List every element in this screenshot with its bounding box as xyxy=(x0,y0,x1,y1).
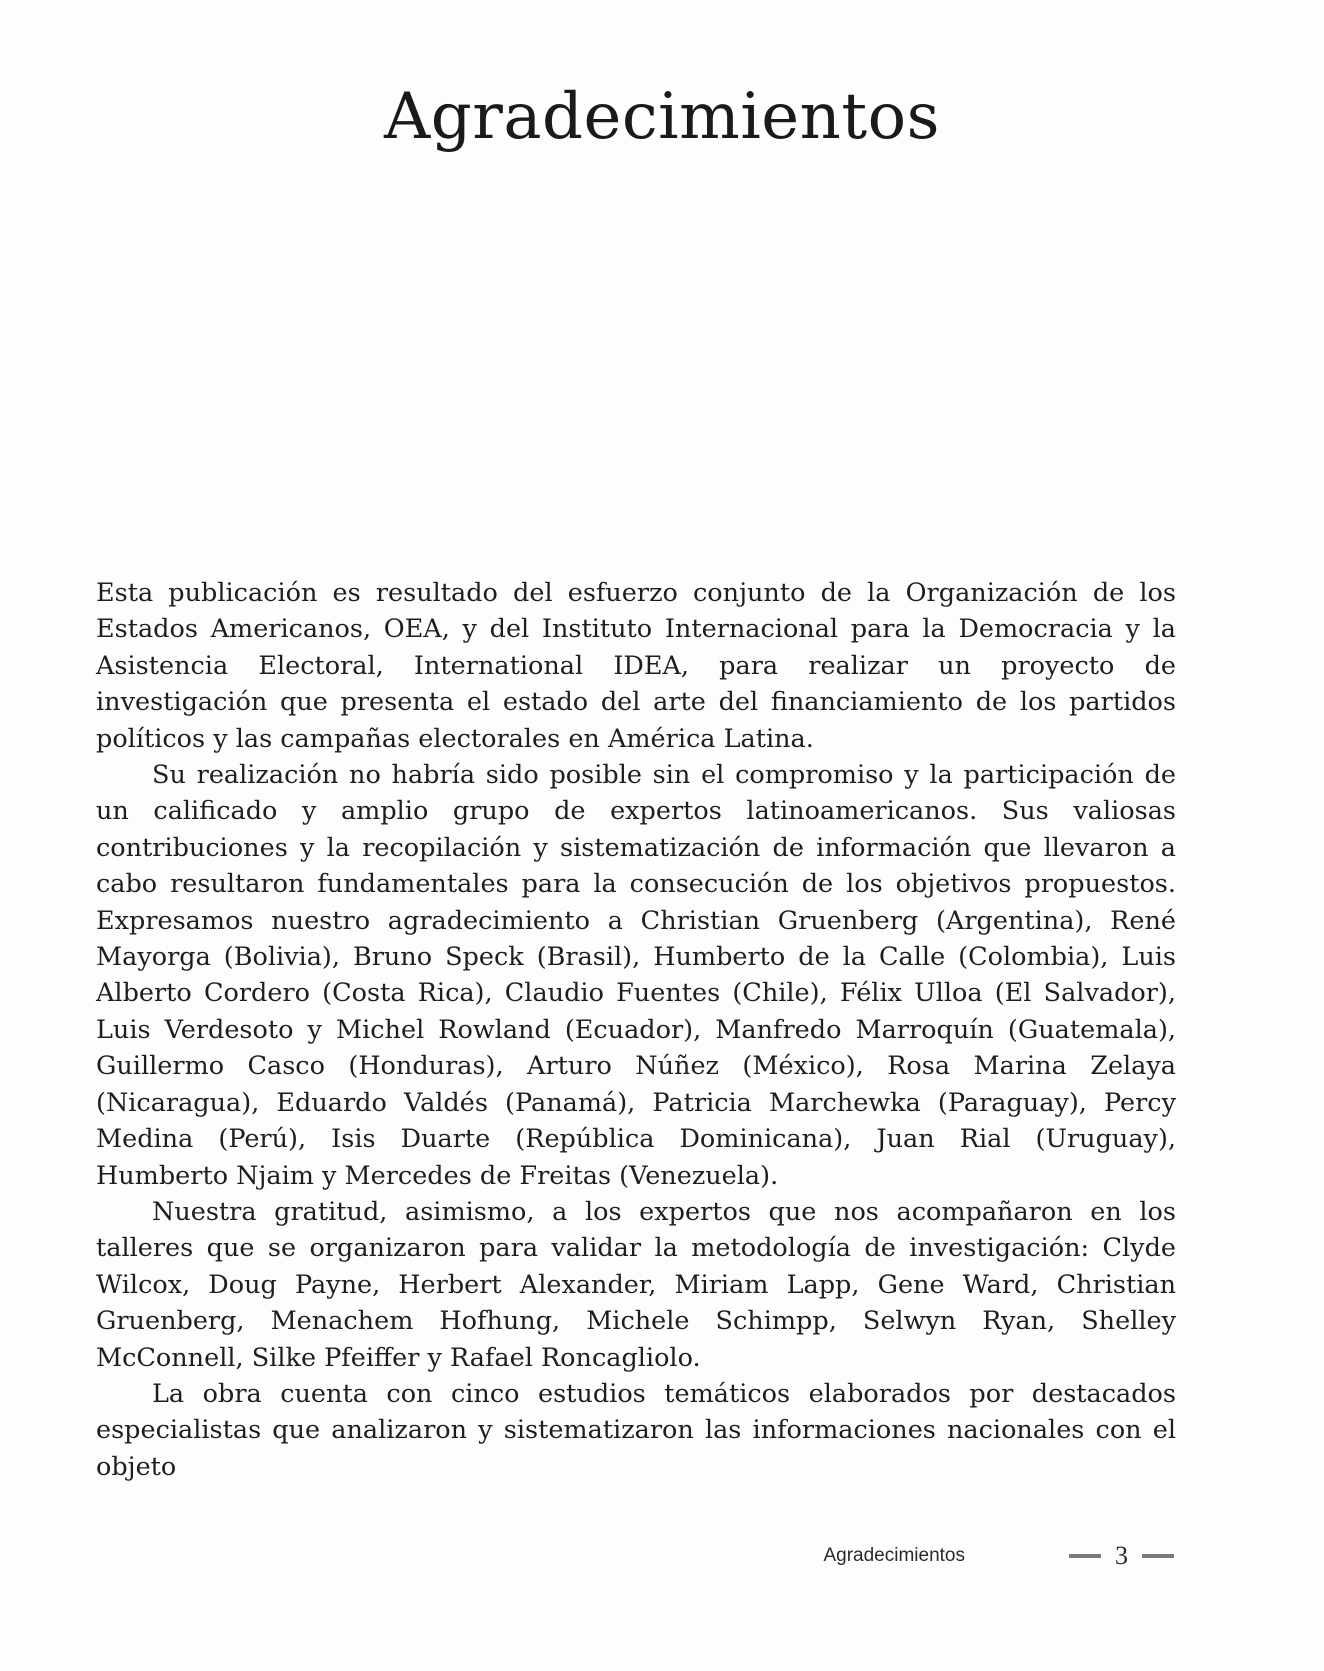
page-footer xyxy=(823,1540,1174,1572)
paragraph-3: Nuestra gratitud, asimismo, a los expertos que nos acompañaron en los talleres que se organizaron para validar la metodología de investigación: Clyde Wilcox, Doug Payne, Herbert Alexander, Miriam Lapp, Gene Ward, Christian Gruenberg, Menachem Hofhung, Michele Schimpp, Selwyn Ryan, Shelley McConnell, Silke Pfeiffer y Rafael Roncagliolo. xyxy=(96,1196,1176,1373)
page-title: Agradecimientos xyxy=(384,80,940,154)
running-title: Agradecimientos xyxy=(823,1545,965,1566)
page-number-rule-right xyxy=(1142,1554,1174,1558)
page-number-rule-left xyxy=(1069,1554,1101,1558)
page-number: 3 xyxy=(1115,1541,1128,1570)
paragraph-4: La obra cuenta con cinco estudios temáticos elaborados por destacados especialistas que analizaron y sistematizaron las informaciones nacionales con el objeto xyxy=(96,1378,1176,1482)
body-text xyxy=(96,575,1176,1485)
paragraph-1: Esta publicación es resultado del esfuerzo conjunto de la Organización de los Estados Americanos, OEA, y del Instituto Internacional para la Democracia y la Asistencia Electoral, International IDEA, para realizar un proyecto de investigación que presenta el estado del arte del financiamiento de los partidos políticos y las campañas electorales en América Latina. xyxy=(96,578,1176,754)
paragraph-2: Su realización no habría sido posible sin el compromiso y la participación de un calificado y amplio grupo de expertos latinoamericanos. Sus valiosas contribuciones y la recopilación y sistematización de información que llevaron a cabo resultaron fundamentales para la consecución de los objetivos propuestos. Expresamos nuestro agradecimiento a Christian Gruenberg (Argentina), René Mayorga (Bolivia), Bruno Speck (Brasil), Humberto de la Calle (Colombia), Luis Alberto Cordero (Costa Rica), Claudio Fuentes (Chile), Félix Ulloa (El Salvador), Luis Verdesoto y Michel Rowland (Ecuador), Manfredo Marroquín (Guatemala), Guillermo Casco (Honduras), Arturo Núñez (México), Rosa Marina Zelaya (Nicaragua), Eduardo Valdés (Panamá), Patricia Marchewka (Paraguay), Percy Medina (Perú), Isis Duarte (República Dominicana), Juan Rial (Uruguay), Humberto Njaim y Mercedes de Freitas (Venezuela). xyxy=(96,760,1176,1191)
